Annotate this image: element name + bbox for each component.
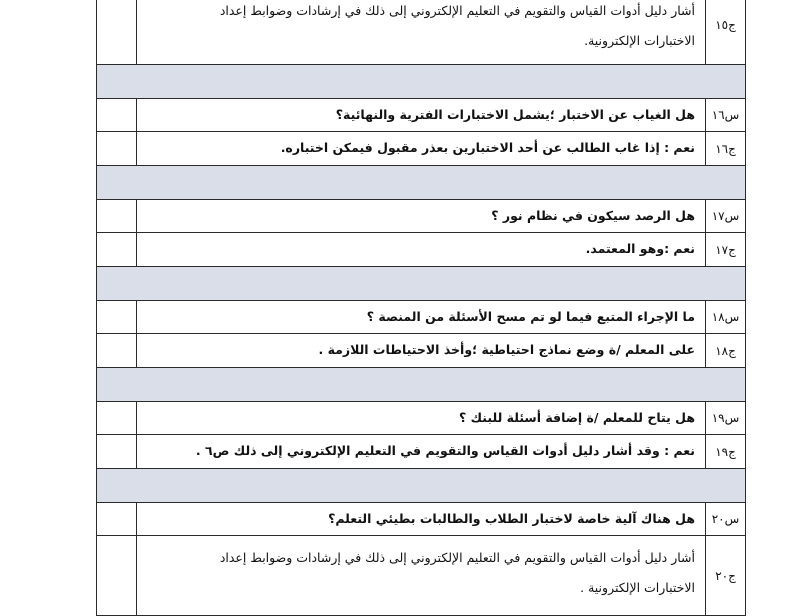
answer-text: نعم :وهو المعتمد. (585, 241, 695, 256)
question-text: ما الإجراء المتبع فيما لو تم مسح الأسئلة من المنصة ؟ (366, 309, 695, 324)
question-row-18 (96, 301, 746, 334)
empty-column (97, 536, 137, 615)
section-separator (96, 267, 746, 301)
row-label: ج١٨ (705, 334, 745, 367)
empty-column (97, 0, 137, 64)
question-text: هل هناك آلية خاصة لاختبار الطلاب والطالبات بطيئي التعلم؟ (328, 511, 695, 526)
row-label: ج١٧ (705, 233, 745, 266)
question-text: هل الرصد سيكون في نظام نور ؟ (491, 208, 695, 223)
row-label: س١٨ (705, 301, 745, 333)
row-label: ج١٦ (705, 132, 745, 165)
section-separator (96, 166, 746, 200)
row-label: س١٦ (705, 99, 745, 131)
row-label: ج١٩ (705, 435, 745, 468)
left-margin (0, 0, 96, 600)
answer-row-15 (96, 0, 746, 65)
answer-row-19 (96, 435, 746, 469)
question-text: هل يتاح للمعلم /ة إضافة أسئلة للبنك ؟ (459, 410, 695, 425)
empty-column (97, 233, 137, 266)
row-label: ج٢٠ (705, 536, 745, 615)
answer-row-16 (96, 132, 746, 166)
question-row-16 (96, 99, 746, 132)
answer-line-1: أشار دليل أدوات القياس والتقويم في التعليم الإلكتروني إلى ذلك في إرشادات وضوابط إعداد (219, 3, 695, 18)
section-separator (96, 469, 746, 503)
empty-column (97, 200, 137, 232)
section-separator (96, 65, 746, 99)
row-label: س٢٠ (705, 503, 745, 535)
answer-line-1: أشار دليل أدوات القياس والتقويم في التعليم الإلكتروني إلى ذلك في إرشادات وضوابط إعداد (219, 550, 695, 565)
answer-text: نعم : إذا غاب الطالب عن أحد الاختبارين بعذر مقبول فيمكن اختباره. (280, 140, 695, 155)
row-label: س١٧ (705, 200, 745, 232)
row-label: ج١٥ (705, 0, 745, 64)
empty-column (97, 334, 137, 367)
empty-column (97, 402, 137, 434)
empty-column (97, 99, 137, 131)
answer-row-17 (96, 233, 746, 267)
empty-column (97, 132, 137, 165)
answer-line-2: الاختبارات الإلكترونية. (584, 33, 695, 48)
section-separator (96, 368, 746, 402)
row-label: س١٩ (705, 402, 745, 434)
question-text: هل الغياب عن الاختبار ؛يشمل الاختبارات الفترية والنهائية؟ (335, 107, 695, 122)
empty-column (97, 301, 137, 333)
answer-text: نعم : وقد أشار دليل أدوات القياس والتقويم في التعليم الإلكتروني إلى ذلك ص٦ . (195, 443, 695, 458)
faq-table (96, 0, 746, 616)
answer-text: على المعلم /ة وضع نماذج احتياطية ؛وأخذ الاحتياطات اللازمة . (318, 342, 695, 357)
question-row-19 (96, 402, 746, 435)
answer-row-20 (96, 536, 746, 616)
answer-line-2: الاختبارات الإلكترونية . (580, 580, 695, 595)
question-row-20 (96, 503, 746, 536)
question-row-17 (96, 200, 746, 233)
answer-text (137, 0, 705, 64)
empty-column (97, 435, 137, 468)
empty-column (97, 503, 137, 535)
answer-row-18 (96, 334, 746, 368)
answer-text (137, 536, 705, 615)
